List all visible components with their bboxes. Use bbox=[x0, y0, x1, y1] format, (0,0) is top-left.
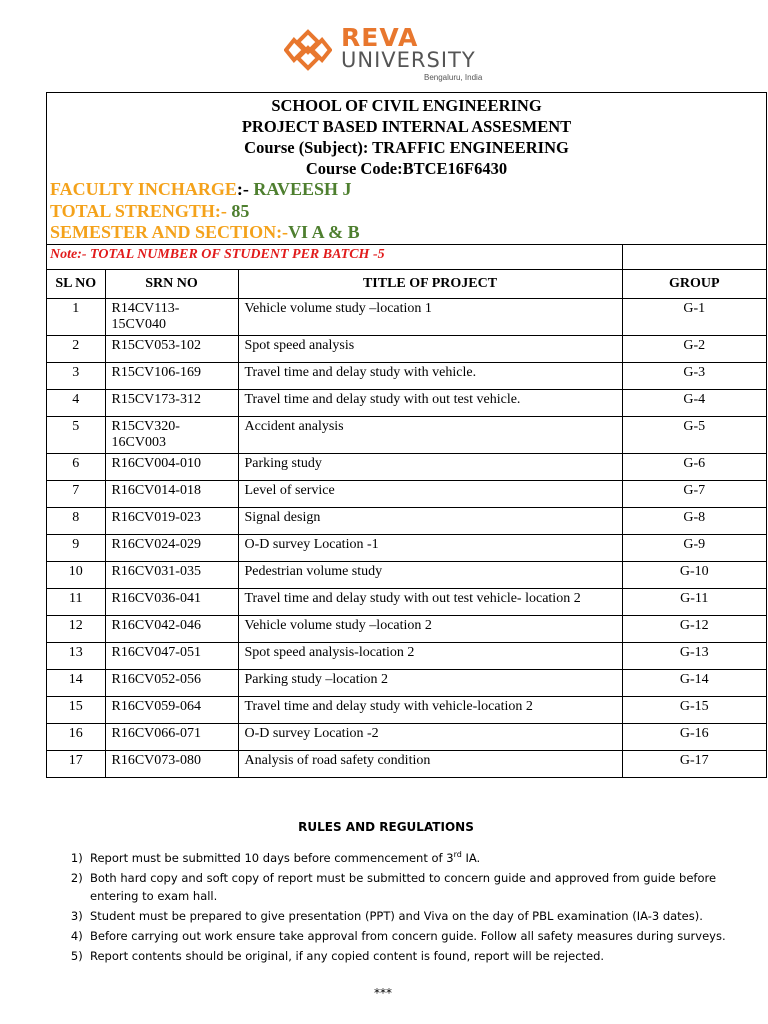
title-cell: Parking study –location 2 bbox=[238, 669, 622, 696]
group-cell: G-1 bbox=[622, 298, 766, 335]
table-row bbox=[47, 298, 766, 335]
table-row bbox=[47, 335, 766, 362]
logo-name: REVA bbox=[341, 23, 419, 52]
sl-cell: 15 bbox=[47, 696, 105, 723]
group-cell: G-5 bbox=[622, 416, 766, 453]
strength-line bbox=[50, 201, 766, 223]
reva-knot-icon bbox=[284, 28, 332, 72]
srn-cell: R16CV042-046 bbox=[105, 615, 238, 642]
header-title: TITLE OF PROJECT bbox=[238, 269, 622, 298]
title-cell: Travel time and delay study with out test vehicle. bbox=[238, 389, 622, 416]
table-row bbox=[47, 416, 766, 453]
end-mark: *** bbox=[374, 986, 392, 1000]
srn-cell: R15CV053-102 bbox=[105, 335, 238, 362]
rule-text: Student must be prepared to give presentation (PPT) and Viva on the day of PBL examination (IA-3 dates). bbox=[90, 908, 703, 923]
title-cell: Vehicle volume study –location 2 bbox=[238, 615, 622, 642]
group-cell: G-4 bbox=[622, 389, 766, 416]
sl-cell: 1 bbox=[47, 298, 105, 335]
table-row bbox=[47, 534, 766, 561]
srn-cell: R15CV320-16CV003 bbox=[105, 416, 238, 453]
table-row bbox=[47, 453, 766, 480]
rule-item bbox=[90, 907, 746, 925]
header-group: GROUP bbox=[622, 269, 766, 298]
title-cell: Travel time and delay study with vehicle-location 2 bbox=[238, 696, 622, 723]
group-cell: G-12 bbox=[622, 615, 766, 642]
sl-cell: 8 bbox=[47, 507, 105, 534]
group-cell: G-17 bbox=[622, 750, 766, 777]
table-row bbox=[47, 750, 766, 777]
sl-cell: 12 bbox=[47, 615, 105, 642]
header-sl-no: SL NO bbox=[47, 269, 105, 298]
table-row bbox=[47, 362, 766, 389]
group-cell: G-9 bbox=[622, 534, 766, 561]
sl-cell: 16 bbox=[47, 723, 105, 750]
sl-cell: 4 bbox=[47, 389, 105, 416]
header-srn-no: SRN NO bbox=[105, 269, 238, 298]
title-cell: Pedestrian volume study bbox=[238, 561, 622, 588]
sl-cell: 17 bbox=[47, 750, 105, 777]
document-header bbox=[47, 93, 766, 179]
rule-item bbox=[90, 846, 746, 867]
title-cell: Travel time and delay study with out test vehicle- location 2 bbox=[238, 588, 622, 615]
group-cell: G-10 bbox=[622, 561, 766, 588]
srn-cell: R16CV073-080 bbox=[105, 750, 238, 777]
course-subject: Course (Subject): TRAFFIC ENGINEERING bbox=[244, 138, 569, 157]
strength-label: TOTAL STRENGTH:- bbox=[50, 200, 232, 221]
table-row bbox=[47, 642, 766, 669]
title-cell: Analysis of road safety condition bbox=[238, 750, 622, 777]
title-cell: Level of service bbox=[238, 480, 622, 507]
table-row bbox=[47, 389, 766, 416]
strength-value: 85 bbox=[231, 200, 250, 221]
table-row bbox=[47, 480, 766, 507]
srn-cell: R16CV014-018 bbox=[105, 480, 238, 507]
sl-cell: 7 bbox=[47, 480, 105, 507]
rules-section bbox=[66, 818, 746, 967]
note-empty-cell bbox=[622, 244, 766, 269]
sl-cell: 14 bbox=[47, 669, 105, 696]
group-cell: G-3 bbox=[622, 362, 766, 389]
srn-cell: R16CV036-041 bbox=[105, 588, 238, 615]
title-cell: Vehicle volume study –location 1 bbox=[238, 298, 622, 335]
sl-cell: 2 bbox=[47, 335, 105, 362]
sl-cell: 6 bbox=[47, 453, 105, 480]
table-row bbox=[47, 507, 766, 534]
srn-cell: R15CV106-169 bbox=[105, 362, 238, 389]
srn-cell: R16CV052-056 bbox=[105, 669, 238, 696]
project-table bbox=[47, 244, 766, 777]
title-cell: Parking study bbox=[238, 453, 622, 480]
faculty-label: FACULTY INCHARGE bbox=[50, 179, 237, 199]
rule-item bbox=[90, 947, 746, 965]
group-cell: G-15 bbox=[622, 696, 766, 723]
sl-cell: 5 bbox=[47, 416, 105, 453]
rule-text: Both hard copy and soft copy of report must be submitted to concern guide and approved from guide before entering to exam hall. bbox=[90, 870, 717, 903]
rules-title: RULES AND REGULATIONS bbox=[298, 820, 474, 834]
batch-note: Note:- TOTAL NUMBER OF STUDENT PER BATCH -5 bbox=[47, 244, 622, 269]
srn-cell: R16CV019-023 bbox=[105, 507, 238, 534]
course-meta bbox=[47, 179, 766, 244]
group-cell: G-2 bbox=[622, 335, 766, 362]
table-row bbox=[47, 723, 766, 750]
rule-item bbox=[90, 869, 746, 905]
title-cell: Signal design bbox=[238, 507, 622, 534]
note-row bbox=[47, 244, 766, 269]
faculty-line bbox=[50, 179, 766, 201]
table-row bbox=[47, 669, 766, 696]
course-code: Course Code:BTCE16F6430 bbox=[305, 159, 508, 178]
logo-location: Bengaluru, India bbox=[424, 73, 483, 82]
srn-cell: R14CV113-15CV040 bbox=[105, 298, 238, 335]
document-frame bbox=[46, 92, 767, 778]
semester-value: VI A & B bbox=[288, 222, 360, 242]
logo-subtitle: UNIVERSITY bbox=[341, 48, 476, 72]
srn-cell: R16CV047-051 bbox=[105, 642, 238, 669]
sl-cell: 13 bbox=[47, 642, 105, 669]
table-row bbox=[47, 561, 766, 588]
sl-cell: 9 bbox=[47, 534, 105, 561]
semester-line bbox=[50, 222, 766, 244]
rule-item bbox=[90, 927, 746, 945]
rules-list bbox=[66, 846, 746, 965]
school-title: SCHOOL OF CIVIL ENGINEERING bbox=[271, 96, 542, 115]
sl-cell: 10 bbox=[47, 561, 105, 588]
semester-label: SEMESTER AND SECTION:- bbox=[50, 222, 289, 242]
table-row bbox=[47, 615, 766, 642]
srn-cell: R16CV059-064 bbox=[105, 696, 238, 723]
rule-text: Report contents should be original, if any copied content is found, report will be rejected. bbox=[90, 948, 605, 963]
group-cell: G-13 bbox=[622, 642, 766, 669]
title-cell: O-D survey Location -2 bbox=[238, 723, 622, 750]
title-cell: Spot speed analysis-location 2 bbox=[238, 642, 622, 669]
table-row bbox=[47, 696, 766, 723]
group-cell: G-14 bbox=[622, 669, 766, 696]
title-cell: Travel time and delay study with vehicle. bbox=[238, 362, 622, 389]
srn-cell: R16CV031-035 bbox=[105, 561, 238, 588]
title-cell: Spot speed analysis bbox=[238, 335, 622, 362]
srn-cell: R16CV004-010 bbox=[105, 453, 238, 480]
group-cell: G-16 bbox=[622, 723, 766, 750]
faculty-value: RAVEESH J bbox=[253, 179, 352, 199]
sl-cell: 3 bbox=[47, 362, 105, 389]
group-cell: G-11 bbox=[622, 588, 766, 615]
sl-cell: 11 bbox=[47, 588, 105, 615]
srn-cell: R16CV024-029 bbox=[105, 534, 238, 561]
table-header-row bbox=[47, 269, 766, 298]
project-rows bbox=[47, 298, 766, 777]
title-cell: O-D survey Location -1 bbox=[238, 534, 622, 561]
table-row bbox=[47, 588, 766, 615]
srn-cell: R15CV173-312 bbox=[105, 389, 238, 416]
rule-text: Before carrying out work ensure take approval from concern guide. Follow all safety measures during surveys. bbox=[90, 928, 726, 943]
rule-text: Report must be submitted 10 days before commencement of 3rd IA. bbox=[90, 850, 481, 865]
group-cell: G-7 bbox=[622, 480, 766, 507]
group-cell: G-6 bbox=[622, 453, 766, 480]
group-cell: G-8 bbox=[622, 507, 766, 534]
assessment-title: PROJECT BASED INTERNAL ASSESMENT bbox=[241, 117, 572, 136]
srn-cell: R16CV066-071 bbox=[105, 723, 238, 750]
faculty-separator: :- bbox=[236, 179, 254, 199]
university-logo bbox=[284, 24, 504, 82]
title-cell: Accident analysis bbox=[238, 416, 622, 453]
